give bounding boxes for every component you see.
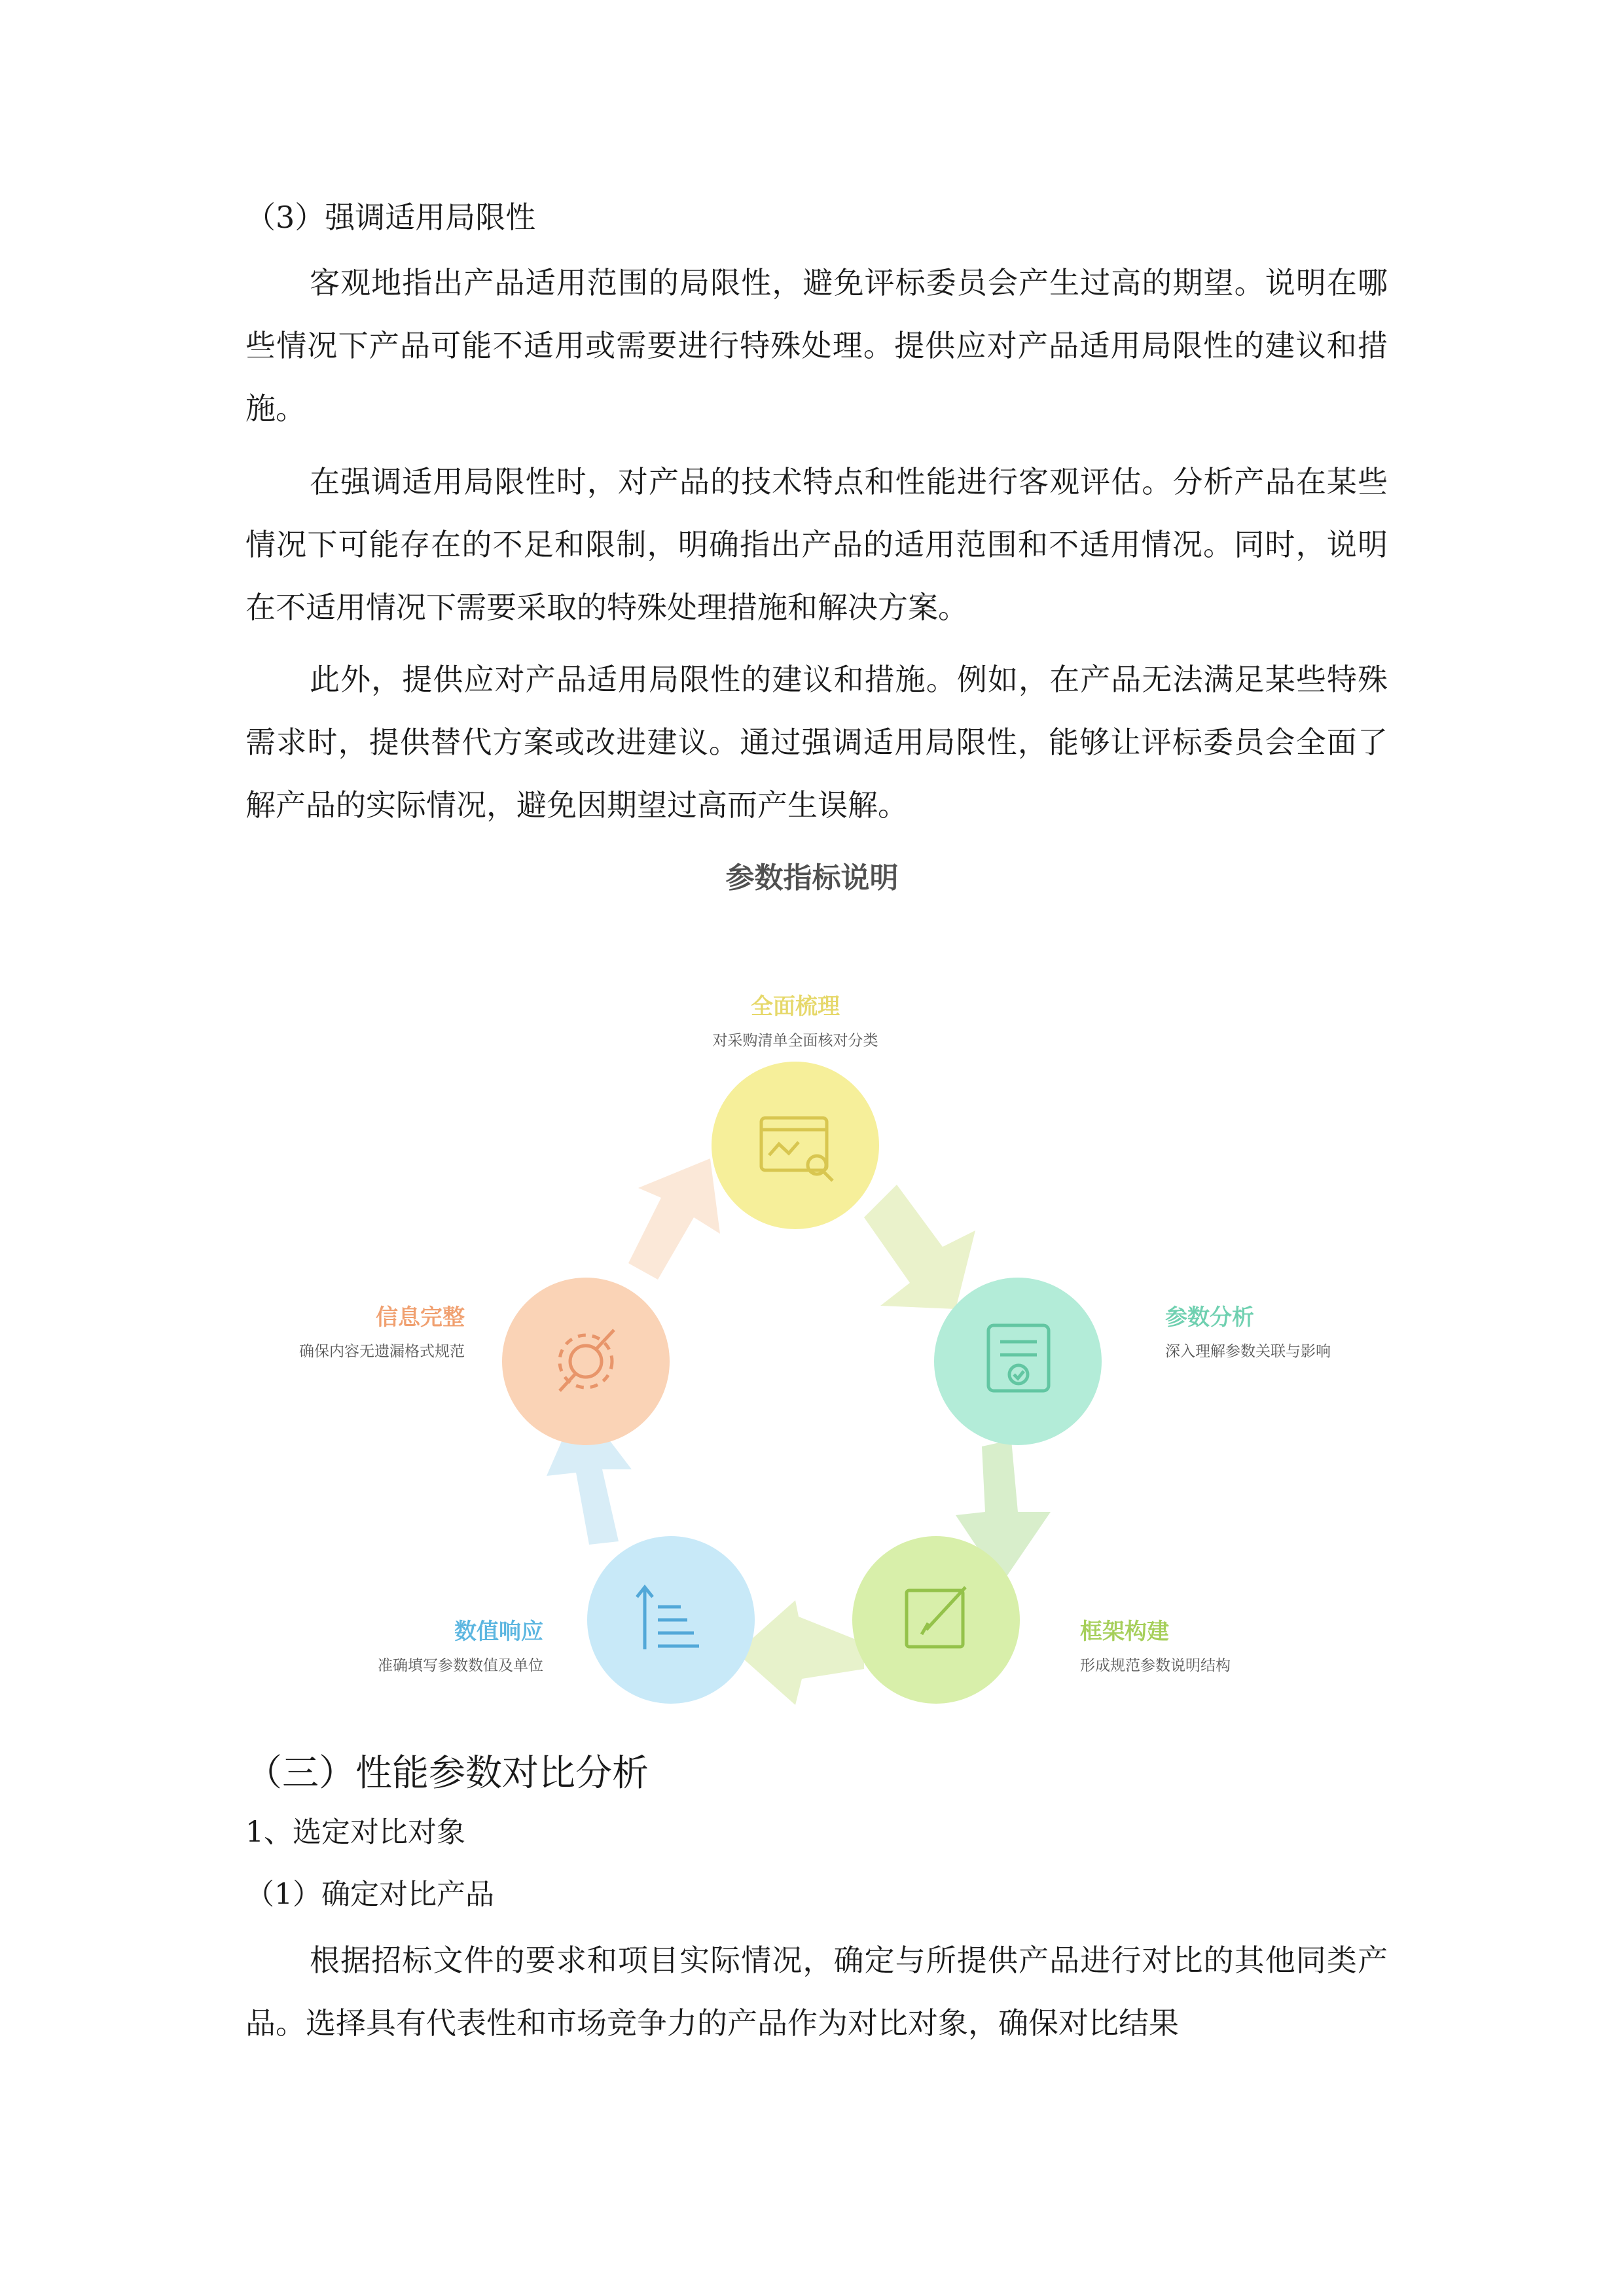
arrow-3-to-4 [736,1600,864,1705]
subsection-1-1: （1）确定对比产品 [245,1878,494,1911]
paragraph-3: 此外，提供应对产品适用局限性的建议和措施。例如，在产品无法满足某些特殊需求时，提供替代方案或改进建议。通过强调适用局限性，能够让评标委员会全面了解产品的实际情况，避免因期望过高而产生误解。 [245,662,1388,823]
node-title-2: 参数分析 [1165,1304,1254,1331]
node-desc-2: 深入理解参数关联与影响 [1165,1343,1331,1360]
node-title-3: 框架构建 [1080,1619,1169,1645]
node-desc-1: 对采购清单全面核对分类 [712,1032,878,1049]
node-label-5 [249,1299,465,1363]
subsection-heading: （3）强调适用局限性 [245,200,536,235]
diagram-title: 参数指标说明 [725,861,899,895]
node-circle-5 [502,1278,670,1445]
node-circle-2 [934,1278,1102,1445]
node-label-2 [1165,1299,1375,1363]
node-title-4: 数值响应 [454,1619,543,1645]
paragraph-4: 根据招标文件的要求和项目实际情况，确定与所提供产品进行对比的其他同类产品。选择具有代表性和市场竞争力的产品作为对比对象，确保对比结果 [245,1943,1388,2041]
node-desc-5: 确保内容无遗漏格式规范 [299,1343,465,1360]
node-title-5: 信息完整 [376,1304,465,1331]
paragraph-2: 在强调适用局限性时，对产品的技术特点和性能进行客观评估。分析产品在某些情况下可能存在的不足和限制，明确指出产品的适用范围和不适用情况。同时，说明在不适用情况下需要采取的特殊处理措施和解决方案。 [245,464,1388,625]
subsection-1: 1、选定对比对象 [245,1816,465,1849]
paragraph-1: 客观地指出产品适用范围的局限性，避免评标委员会产生过高的期望。说明在哪些情况下产品可能不适用或需要进行特殊处理。提供应对产品适用局限性的建议和措施。 [245,265,1388,426]
arrow-1-to-2 [864,1185,975,1309]
node-desc-4: 准确填写参数数值及单位 [378,1657,543,1674]
node-desc-3: 形成规范参数说明结构 [1080,1657,1231,1674]
arrow-5-to-1 [628,1158,720,1280]
node-label-1 [687,988,903,1052]
node-title-1: 全面梳理 [751,994,840,1020]
section-title: （三）性能参数对比分析 [245,1752,649,1795]
node-label-4 [327,1613,543,1677]
node-label-3 [1080,1613,1342,1677]
